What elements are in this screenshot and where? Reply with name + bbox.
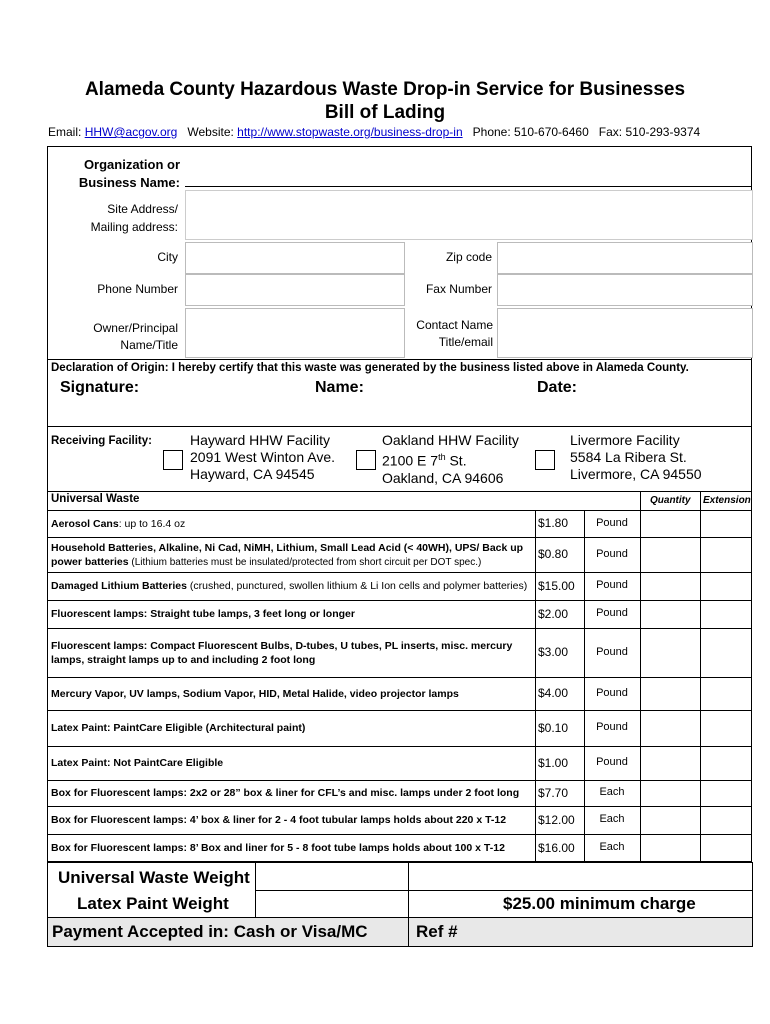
signature-label: Signature:: [60, 379, 140, 396]
hayward-checkbox[interactable]: [163, 450, 183, 470]
table-row-price: $7.70: [538, 785, 569, 800]
quantity-input[interactable]: [641, 573, 699, 600]
email-label: Email:: [48, 125, 82, 139]
declaration-text: Declaration of Origin: I hereby certify that this waste was generated by the business listed above in Alameda County.: [51, 362, 689, 374]
quantity-input[interactable]: [641, 629, 699, 677]
phone-label: Phone Number: [97, 282, 178, 296]
table-row-label: Latex Paint: Not PaintCare Eligible: [51, 757, 224, 769]
table-row-price: $2.00: [538, 606, 569, 621]
city-input[interactable]: [185, 242, 405, 274]
table-row-unit: Pound: [596, 607, 628, 619]
minimum-charge: $25.00 minimum charge: [503, 894, 696, 913]
table-row-price: $1.00: [538, 755, 569, 770]
uw-weight-input[interactable]: [257, 865, 407, 891]
divider: [47, 491, 752, 492]
contact-line: [48, 125, 700, 139]
signature-input[interactable]: [150, 380, 310, 422]
table-row-price: $15.00: [538, 578, 575, 593]
zip-input[interactable]: [497, 242, 753, 274]
oakland-facility: Oakland HHW Facility 2100 E 7th St. Oakland, CA 94606: [382, 432, 519, 486]
email-link[interactable]: HHW@acgov.org: [84, 125, 178, 139]
table-row-unit: Pound: [596, 686, 628, 699]
extension-input[interactable]: [701, 629, 751, 677]
table-row-unit: Pound: [596, 547, 628, 560]
quantity-input[interactable]: [641, 781, 699, 806]
page-subtitle: Bill of Lading: [324, 102, 446, 123]
extension-input[interactable]: [701, 511, 751, 537]
name-input[interactable]: [370, 380, 530, 422]
table-row-price: $16.00: [538, 840, 575, 855]
col-divider: [535, 510, 536, 862]
table-row-price: $3.00: [538, 645, 569, 659]
phone-input[interactable]: [185, 274, 405, 306]
table-row-label: Fluorescent lamps: Compact Fluorescent Bulbs, D-tubes, U tubes, PL inserts, misc. mercury lamps, straight lamps up to and including 2 foot long: [51, 639, 513, 666]
table-row-price: $0.10: [538, 720, 569, 735]
quantity-input[interactable]: [641, 747, 699, 780]
date-input[interactable]: [580, 380, 745, 422]
table-row-price: $1.80: [538, 516, 569, 530]
uw-weight-label: Universal Waste Weight: [58, 868, 250, 887]
fax-text: Fax: 510-293-9374: [598, 125, 701, 139]
receiving-label: Receiving Facility:: [51, 435, 152, 447]
extension-input[interactable]: [701, 573, 751, 600]
name-label: Name:: [315, 379, 364, 396]
table-row-label: Latex Paint: PaintCare Eligible (Architectural paint): [51, 722, 306, 734]
table-row-unit: Pound: [596, 579, 628, 591]
table-row-label: Household Batteries, Alkaline, Ni Cad, NiMH, Lithium, Small Lead Acid (< 40WH), UPS/ Back up power batteries (Lithium batteries must be insulated/protected from short circuit per DOT spec.): [51, 541, 524, 568]
livermore-checkbox[interactable]: [535, 450, 555, 470]
table-row-label: Box for Fluorescent lamps: 2x2 or 28” box & liner for CFL’s and misc. lamps under 2 foot long: [51, 787, 520, 799]
phone-text: Phone: 510-670-6460: [472, 125, 589, 139]
extension-input[interactable]: [701, 807, 751, 834]
ref-label: Ref #: [416, 922, 458, 941]
page-title: Alameda County Hazardous Waste Drop-in Service for Businesses: [84, 79, 686, 100]
table-row-unit: Pound: [596, 516, 628, 529]
table-row-price: $12.00: [538, 812, 575, 827]
table-row-unit: Each: [599, 786, 625, 798]
website-link[interactable]: http://www.stopwaste.org/business-drop-in: [237, 125, 463, 139]
extension-heading: Extension: [703, 495, 751, 506]
footer-line: [408, 862, 409, 947]
extension-input[interactable]: [701, 711, 751, 746]
city-label: City: [157, 250, 178, 264]
latex-weight-input[interactable]: [257, 891, 407, 915]
footer-line: [47, 946, 752, 947]
extension-input[interactable]: [701, 747, 751, 780]
latex-weight-label: Latex Paint Weight: [77, 894, 229, 913]
livermore-facility: Livermore Facility 5584 La Ribera St. Livermore, CA 94550: [570, 432, 702, 482]
site-address-label: Site Address/ Mailing address:: [90, 202, 178, 234]
contact-input[interactable]: [497, 308, 753, 358]
owner-input[interactable]: [185, 308, 405, 358]
quantity-heading: Quantity: [650, 495, 691, 506]
extension-input[interactable]: [701, 781, 751, 806]
fax-input[interactable]: [497, 274, 753, 306]
table-row-unit: Each: [599, 813, 625, 825]
table-row-price: $4.00: [538, 686, 569, 700]
payment-text: Payment Accepted in: Cash or Visa/MC: [52, 922, 368, 941]
footer-line: [752, 862, 753, 947]
divider: [47, 426, 752, 427]
extension-input[interactable]: [701, 601, 751, 628]
table-row-unit: Each: [599, 841, 625, 853]
table-row-label: Mercury Vapor, UV lamps, Sodium Vapor, HID, Metal Halide, video projector lamps: [51, 687, 459, 700]
site-address-input[interactable]: [185, 190, 753, 240]
date-label: Date:: [537, 379, 578, 396]
divider: [47, 359, 752, 360]
org-label: Organization or Business Name:: [78, 157, 180, 190]
fax-label: Fax Number: [425, 282, 492, 296]
row-divider: [47, 862, 752, 863]
ref-input[interactable]: [460, 918, 750, 944]
quantity-input[interactable]: [641, 807, 699, 834]
quantity-input[interactable]: [641, 711, 699, 746]
table-row-unit: Pound: [596, 756, 628, 768]
col-divider: [584, 510, 585, 862]
owner-label: Owner/Principal Name/Title: [93, 321, 178, 352]
universal-waste-heading: Universal Waste: [51, 493, 140, 505]
table-row-label: Fluorescent lamps: Straight tube lamps, 3 feet long or longer: [51, 608, 355, 620]
table-row-label: Box for Fluorescent lamps: 8’ Box and liner for 5 - 8 foot tube lamps holds about 100 x T-12: [51, 842, 505, 854]
extension-input[interactable]: [701, 678, 751, 710]
table-row-price: $0.80: [538, 547, 569, 561]
quantity-input[interactable]: [641, 511, 699, 537]
quantity-input[interactable]: [641, 601, 699, 628]
table-row-unit: Pound: [596, 645, 628, 658]
org-name-input[interactable]: [185, 186, 752, 187]
table-row-label: Aerosol Cans: up to 16.4 oz: [51, 517, 186, 530]
extension-input[interactable]: [701, 538, 751, 572]
table-row-label: Damaged Lithium Batteries (crushed, punctured, swollen lithium & Li Ion cells and polymer batteries): [51, 580, 528, 592]
quantity-input[interactable]: [641, 835, 699, 862]
footer-line: [47, 862, 48, 947]
website-label: Website:: [187, 125, 234, 139]
contact-label: Contact Name Title/email: [416, 318, 493, 349]
quantity-input[interactable]: [641, 538, 699, 572]
quantity-input[interactable]: [641, 678, 699, 710]
table-row-unit: Pound: [596, 721, 628, 733]
table-row-label: Box for Fluorescent lamps: 4’ box & liner for 2 - 4 foot tubular lamps holds about 220 x T-12: [51, 814, 507, 826]
zip-label: Zip code: [445, 250, 492, 264]
oakland-checkbox[interactable]: [356, 450, 376, 470]
hayward-facility: Hayward HHW Facility 2091 West Winton Ave. Hayward, CA 94545: [190, 432, 336, 482]
extension-input[interactable]: [701, 835, 751, 862]
